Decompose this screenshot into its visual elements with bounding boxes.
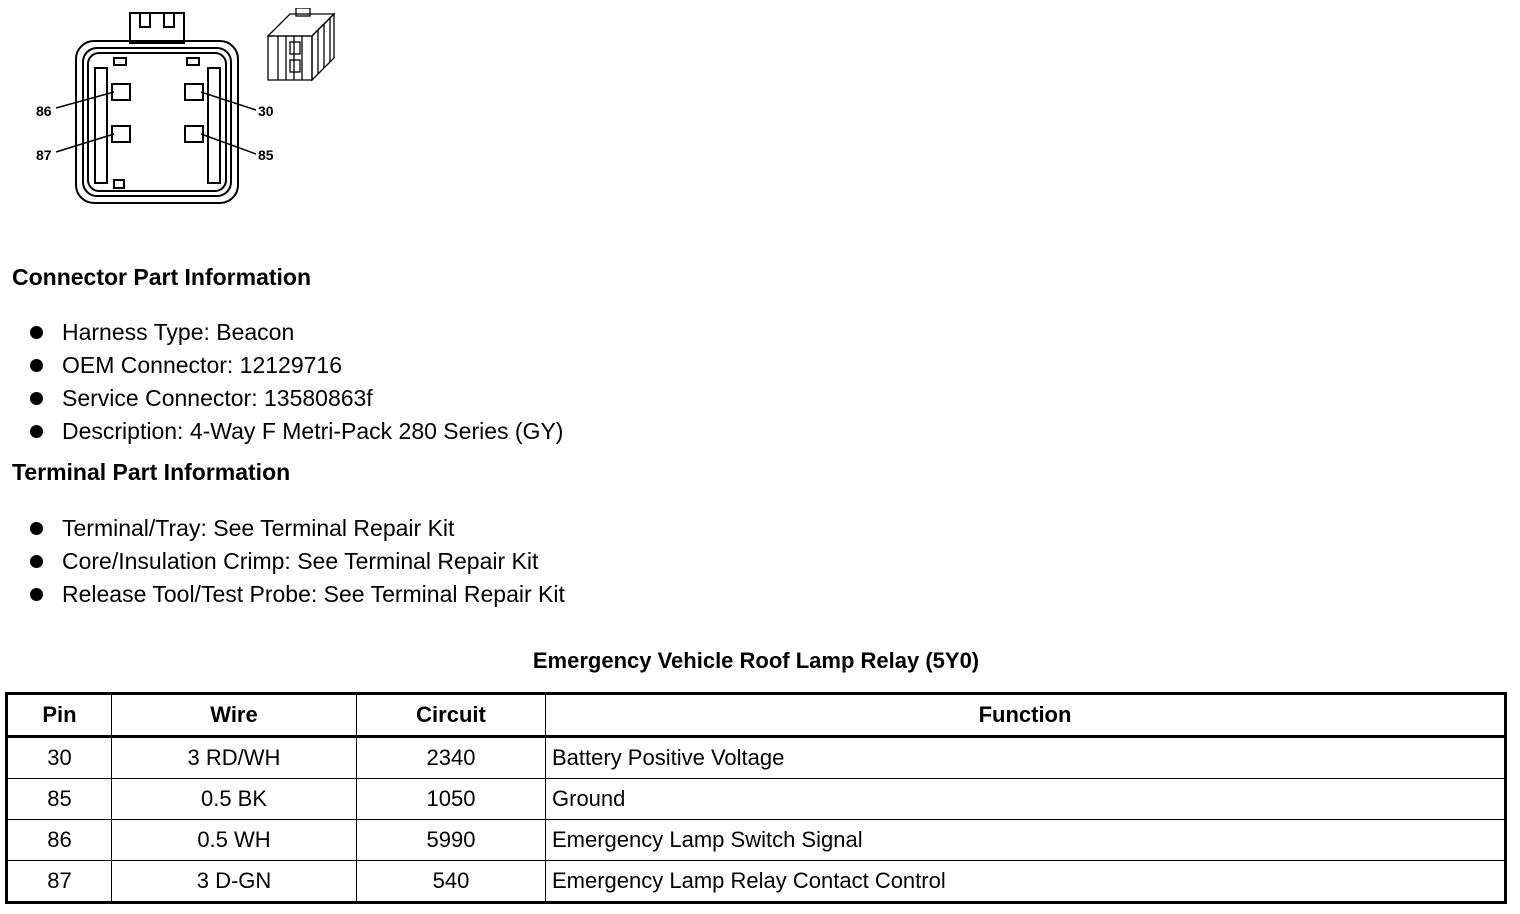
connector-part-info-title: Connector Part Information xyxy=(12,264,312,290)
cell-function: Emergency Lamp Switch Signal xyxy=(546,820,1506,861)
list-item xyxy=(30,382,563,415)
terminal-part-info-title: Terminal Part Information xyxy=(12,459,291,485)
service-connector: Service Connector: 13580863f xyxy=(62,385,373,411)
connector-part-info-list xyxy=(30,316,563,448)
terminal-part-info-list xyxy=(30,512,565,611)
header-wire: Wire xyxy=(112,694,357,737)
list-item xyxy=(30,316,563,349)
cell-function: Battery Positive Voltage xyxy=(546,737,1506,779)
bullet-icon xyxy=(30,359,43,372)
harness-type: Harness Type: Beacon xyxy=(62,319,295,345)
cell-pin: 30 xyxy=(7,737,112,779)
bullet-icon xyxy=(30,555,43,568)
bullet-icon xyxy=(30,522,43,535)
bullet-icon xyxy=(30,392,43,405)
bullet-icon xyxy=(30,588,43,601)
pin-label-86: 86 xyxy=(36,103,52,119)
connector-diagram xyxy=(28,8,358,213)
release-tool: Release Tool/Test Probe: See Terminal Repair Kit xyxy=(62,581,565,607)
cell-circuit: 540 xyxy=(357,861,546,903)
oem-connector: OEM Connector: 12129716 xyxy=(62,352,343,378)
list-item xyxy=(30,415,563,448)
pin-table xyxy=(5,692,1507,904)
connector-description: Description: 4-Way F Metri-Pack 280 Series (GY) xyxy=(62,418,564,444)
list-item xyxy=(30,512,565,545)
table-row xyxy=(7,737,1506,779)
list-item xyxy=(30,349,563,382)
header-circuit: Circuit xyxy=(357,694,546,737)
cell-function: Ground xyxy=(546,779,1506,820)
cell-wire: 0.5 BK xyxy=(112,779,357,820)
list-item xyxy=(30,578,565,611)
pin-label-87: 87 xyxy=(36,147,52,163)
bullet-icon xyxy=(30,326,43,339)
table-caption: Emergency Vehicle Roof Lamp Relay (5Y0) xyxy=(532,648,980,673)
table-row xyxy=(7,779,1506,820)
cell-pin: 87 xyxy=(7,861,112,903)
cell-circuit: 2340 xyxy=(357,737,546,779)
pin-label-30: 30 xyxy=(258,103,274,119)
core-insulation-crimp: Core/Insulation Crimp: See Terminal Repair Kit xyxy=(62,548,539,574)
cell-wire: 3 D-GN xyxy=(112,861,357,903)
cell-circuit: 5990 xyxy=(357,820,546,861)
cell-pin: 85 xyxy=(7,779,112,820)
cell-wire: 0.5 WH xyxy=(112,820,357,861)
connector-iso-icon xyxy=(268,8,334,80)
pin-label-85: 85 xyxy=(258,147,274,163)
table-header-row xyxy=(7,694,1506,737)
table-row xyxy=(7,861,1506,903)
terminal-tray: Terminal/Tray: See Terminal Repair Kit xyxy=(62,515,455,541)
bullet-icon xyxy=(30,425,43,438)
header-pin: Pin xyxy=(7,694,112,737)
cell-function: Emergency Lamp Relay Contact Control xyxy=(546,861,1506,903)
cell-pin: 86 xyxy=(7,820,112,861)
header-function: Function xyxy=(546,694,1506,737)
cell-circuit: 1050 xyxy=(357,779,546,820)
list-item xyxy=(30,545,565,578)
table-row xyxy=(7,820,1506,861)
cell-wire: 3 RD/WH xyxy=(112,737,357,779)
